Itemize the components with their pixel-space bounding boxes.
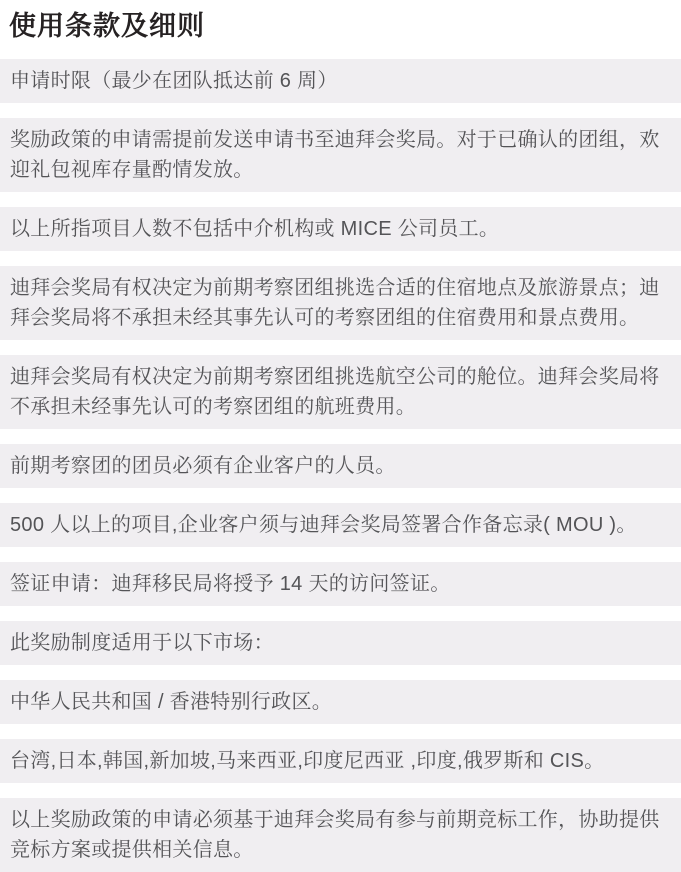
term-row-headcount-exclusion: 以上所指项目人数不包括中介机构或 MICE 公司员工。	[0, 207, 681, 251]
term-row-mou-requirement: 500 人以上的项目,企业客户须与迪拜会奖局签署合作备忘录( MOU )。	[0, 503, 681, 547]
term-row-bidding-participation: 以上奖励政策的申请必须基于迪拜会奖局有参与前期竞标工作，协助提供竞标方案或提供相关信息。	[0, 798, 681, 872]
term-row-applicable-markets-heading: 此奖励制度适用于以下市场：	[0, 621, 681, 665]
term-row-application-submission: 奖励政策的申请需提前发送申请书至迪拜会奖局。对于已确认的团组，欢迎礼包视库存量酌情发放。	[0, 118, 681, 192]
term-row-market-other-regions: 台湾,日本,韩国,新加坡,马来西亚,印度尼西亚 ,印度,俄罗斯和 CIS。	[0, 739, 681, 783]
term-row-visa-application: 签证申请：迪拜移民局将授予 14 天的访问签证。	[0, 562, 681, 606]
term-row-inspection-team-members: 前期考察团的团员必须有企业客户的人员。	[0, 444, 681, 488]
term-row-market-china-hk: 中华人民共和国 / 香港特别行政区。	[0, 680, 681, 724]
term-row-application-deadline: 申请时限（最少在团队抵达前 6 周）	[0, 59, 681, 103]
term-row-accommodation-selection: 迪拜会奖局有权决定为前期考察团组挑选合适的住宿地点及旅游景点；迪拜会奖局将不承担未经其事先认可的考察团组的住宿费用和景点费用。	[0, 266, 681, 340]
terms-list	[0, 59, 681, 872]
page-title: 使用条款及细则	[9, 11, 205, 41]
term-row-flight-selection: 迪拜会奖局有权决定为前期考察团组挑选航空公司的舱位。迪拜会奖局将不承担未经事先认可的考察团组的航班费用。	[0, 355, 681, 429]
